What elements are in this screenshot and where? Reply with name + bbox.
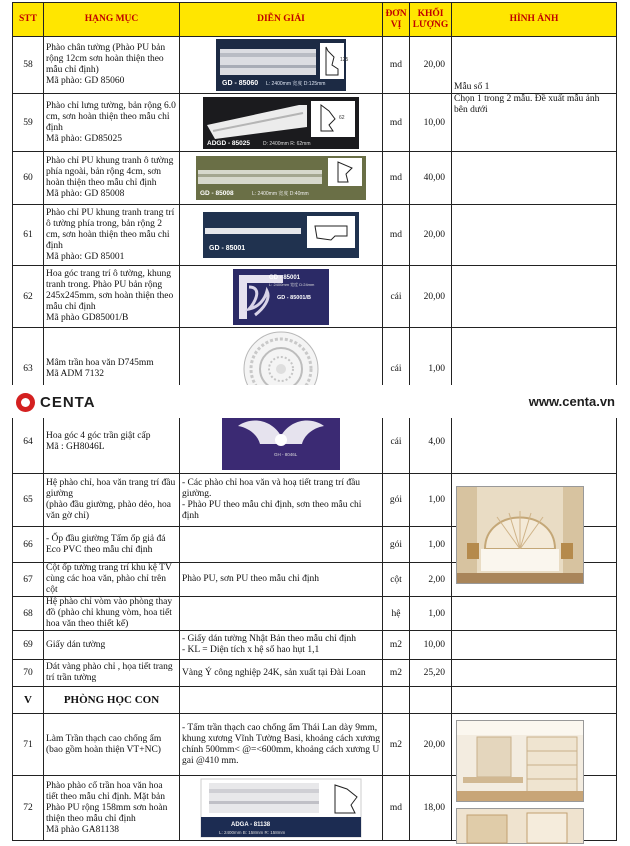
bill-of-quantities-table — [12, 2, 617, 841]
qty-cell: 1,00 — [410, 597, 452, 631]
study-room-photo — [456, 720, 584, 802]
col-don-vi: ĐƠN VỊ — [383, 3, 410, 37]
item-cell: - Ốp đầu giường Tấm ốp giả đá Eco PVC theo mẫu chỉ định — [44, 527, 180, 563]
stt-cell: 63 — [13, 328, 44, 410]
qty-cell: 18,00 — [410, 776, 452, 841]
unit-cell: md — [383, 776, 410, 841]
col-hang-muc: HẠNG MỤC — [44, 3, 180, 37]
image-cell-empty — [452, 597, 617, 631]
item-cell: Phào phào cổ trần hoa văn hoa tiết theo mẫu chỉ định. Mặt bản Phào PU rộng 158mm sơn hoàn thiện theo mẫu chỉ định Mã phào GA81138 — [44, 776, 180, 841]
description-cell — [180, 527, 383, 563]
molding-thumbnail — [216, 39, 349, 91]
qty-cell: 20,00 — [410, 714, 452, 776]
item-cell: Dát vàng phào chỉ , họa tiết trang trí trần tường — [44, 660, 180, 687]
product-dims: L: 2400mm B: 158mm R: 158mm — [219, 830, 286, 835]
description-cell: - Các phào chỉ hoa văn và hoạ tiết trang trí đầu giường. - Phào PU theo mẫu chỉ định, sơn theo mẫu chỉ định — [180, 474, 383, 527]
molding-thumbnail — [203, 212, 359, 258]
section-empty-cell — [180, 687, 383, 714]
table-row — [13, 37, 617, 94]
unit-cell: gói — [383, 527, 410, 563]
bedroom-headboard-photo — [456, 486, 584, 584]
col-dien-giai: DIỄN GIẢI — [180, 3, 383, 37]
image-cell-empty — [452, 152, 617, 205]
product-code: GH - 8046L — [274, 451, 298, 457]
product-code: ADGD - 85025 — [207, 139, 250, 147]
table-row — [13, 94, 617, 152]
centa-logo-icon — [16, 393, 35, 412]
qty-cell: 10,00 — [410, 94, 452, 152]
qty-cell: 1,00 — [410, 527, 452, 563]
product-image-cell — [180, 94, 383, 152]
qty-cell: 1,00 — [410, 474, 452, 527]
image-note-cell: Mẫu số 1 — [452, 37, 617, 94]
unit-cell: cái — [383, 328, 410, 410]
product-code: GD - 85060 — [222, 80, 259, 87]
unit-cell: md — [383, 37, 410, 94]
logo-text: CENTA — [40, 393, 96, 411]
col-stt: STT — [13, 3, 44, 37]
unit-cell: cái — [383, 266, 410, 328]
item-cell: Làm Trần thạch cao chống ẩm (bao gồm hoàn thiện VT+NC) — [44, 714, 180, 776]
profile-dimension: 62 — [339, 114, 345, 121]
stt-cell: 66 — [13, 527, 44, 563]
col-hinh-anh: HÌNH ẢNH — [452, 3, 617, 37]
product-code: ADGA - 81138 — [231, 822, 271, 828]
unit-cell: cột — [383, 563, 410, 597]
product-code: GD - 85001 — [269, 274, 301, 281]
table-row — [13, 631, 617, 660]
qty-cell: 1,00 — [410, 328, 452, 410]
qty-cell: 20,00 — [410, 266, 452, 328]
description-cell: - Giấy dán tường Nhật Bản theo mẫu chỉ định - KL = Diện tích x hệ số hao hụt 1,1 — [180, 631, 383, 660]
table-row — [13, 152, 617, 205]
stt-cell: 64 — [13, 410, 44, 474]
corner-ornament-thumbnail — [233, 269, 329, 325]
table-row — [13, 266, 617, 328]
section-row — [13, 687, 617, 714]
image-cell-empty — [452, 266, 617, 328]
product-image-cell — [180, 410, 383, 474]
qty-cell: 10,00 — [410, 631, 452, 660]
description-cell — [180, 597, 383, 631]
item-cell: Phào chân tường (Phào PU bản rộng 12cm sơn hoàn thiện theo mẫu chỉ định) Mã phào: GD 85060 — [44, 37, 180, 94]
item-cell: Giấy dán tường — [44, 631, 180, 660]
unit-cell: md — [383, 152, 410, 205]
stt-cell: 67 — [13, 563, 44, 597]
profile-dimension: 125 — [340, 57, 349, 63]
section-empty-cell — [383, 687, 410, 714]
molding-thumbnail — [196, 156, 366, 200]
stt-cell: 60 — [13, 152, 44, 205]
qty-cell: 40,00 — [410, 152, 452, 205]
product-image-cell — [180, 37, 383, 94]
unit-cell: md — [383, 205, 410, 266]
table-row — [13, 410, 617, 474]
stt-cell: 70 — [13, 660, 44, 687]
unit-cell: m2 — [383, 714, 410, 776]
table-row — [13, 597, 617, 631]
unit-cell: gói — [383, 474, 410, 527]
stt-cell: 58 — [13, 37, 44, 94]
unit-cell: m2 — [383, 631, 410, 660]
product-code-corner: GD - 85001/B — [277, 294, 311, 301]
product-image-cell — [180, 152, 383, 205]
item-cell: Phào chỉ lưng tường, bản rộng 6.0 cm, sơn hoàn thiện theo mẫu chỉ định Mã phào: GD85025 — [44, 94, 180, 152]
website-url: www.centa.vn — [528, 394, 615, 409]
item-cell: Hoa góc trang trí ô tường, khung tranh trong. Phào PU bản rộng 245x245mm, sơn hoàn thiện theo mẫu chỉ định Mã phào GD85001/B — [44, 266, 180, 328]
product-code: GD - 85001 — [209, 245, 246, 252]
product-image-cell — [180, 205, 383, 266]
product-image-cell — [180, 776, 383, 841]
image-cell-empty — [452, 205, 617, 266]
stt-cell: 69 — [13, 631, 44, 660]
molding-thumbnail — [203, 97, 359, 149]
description-cell: - Tấm trần thạch cao chống ẩm Thái Lan dày 9mm, khung xương Vĩnh Tường Basi, khoảng cách xương chính 500mm< @=<600mm, khoảng cách xương U gai @410 mm. — [180, 714, 383, 776]
table-header-row — [13, 3, 617, 37]
unit-cell: md — [383, 94, 410, 152]
image-note-cell: Chọn 1 trong 2 mẫu. Đề xuất mẫu ảnh bên dưới — [452, 94, 617, 152]
product-dims: D: 2400mm R: 62mm — [263, 140, 311, 147]
product-code: GD - 85008 — [200, 190, 234, 197]
stt-cell: 72 — [13, 776, 44, 841]
item-cell: Phào chỉ PU khung tranh ô tường phía ngoài, bản rộng 4cm, sơn hoàn thiện theo mẫu chỉ định Mã phào: GD 85008 — [44, 152, 180, 205]
stt-cell: 68 — [13, 597, 44, 631]
section-empty-cell — [410, 687, 452, 714]
qty-cell: 20,00 — [410, 205, 452, 266]
item-cell: Hệ phào chỉ vòm vào phòng thay đồ (phào chỉ khung vòm, hoa tiết hoa văn theo thiết kế) — [44, 597, 180, 631]
table-row — [13, 205, 617, 266]
centa-logo — [16, 392, 96, 412]
product-dims: L: 2400mm 宽度 D:24mm — [269, 281, 315, 287]
cornice-thumbnail — [201, 779, 361, 837]
study-room-photo-2 — [456, 808, 584, 844]
qty-cell: 20,00 — [410, 37, 452, 94]
qty-cell: 4,00 — [410, 410, 452, 474]
col-khoi-luong: KHỐI LƯỢNG — [410, 3, 452, 37]
section-empty-cell — [452, 687, 617, 714]
unit-cell: hệ — [383, 597, 410, 631]
watermark-banner — [0, 385, 630, 418]
table-row — [13, 660, 617, 687]
item-cell: Hệ phào chỉ, hoa văn trang trí đầu giường (phào đầu giường, phào dẻo, hoa văn gờ chỉ) — [44, 474, 180, 527]
image-cell-empty — [452, 660, 617, 687]
item-cell: Hoa góc 4 góc trần giật cấp Mã : GH8046L — [44, 410, 180, 474]
stt-cell: 59 — [13, 94, 44, 152]
item-cell: Cột ốp tường trang trí khu kệ TV cùng các hoa văn, phào chỉ trên cột — [44, 563, 180, 597]
product-image-cell — [180, 266, 383, 328]
description-cell: Phào PU, sơn PU theo mẫu chỉ định — [180, 563, 383, 597]
unit-cell: m2 — [383, 660, 410, 687]
corner-flower-thumbnail — [222, 414, 340, 470]
stt-cell: 62 — [13, 266, 44, 328]
section-title: PHÒNG HỌC CON — [44, 687, 180, 714]
qty-cell: 2,00 — [410, 563, 452, 597]
item-cell: Mâm trần hoa văn D745mm Mã ADM 7132 — [44, 328, 180, 410]
description-cell: Vàng Ý công nghiệp 24K, sản xuất tại Đài Loan — [180, 660, 383, 687]
product-dims: L: 2400mm 宽度 D:40mm — [252, 191, 309, 197]
image-cell-empty — [452, 410, 617, 474]
product-dims: L: 2400mm 宽度 D:125mm — [266, 81, 326, 87]
section-number: V — [13, 687, 44, 714]
stt-cell: 65 — [13, 474, 44, 527]
image-cell-empty — [452, 631, 617, 660]
unit-cell: cái — [383, 410, 410, 474]
item-cell: Phào chỉ PU khung tranh trang trí ô tường phía trong, bản rộng 2 cm, sơn hoàn thiện theo mẫu chỉ định Mã phào: GD 85001 — [44, 205, 180, 266]
stt-cell: 61 — [13, 205, 44, 266]
qty-cell: 25,20 — [410, 660, 452, 687]
stt-cell: 71 — [13, 714, 44, 776]
